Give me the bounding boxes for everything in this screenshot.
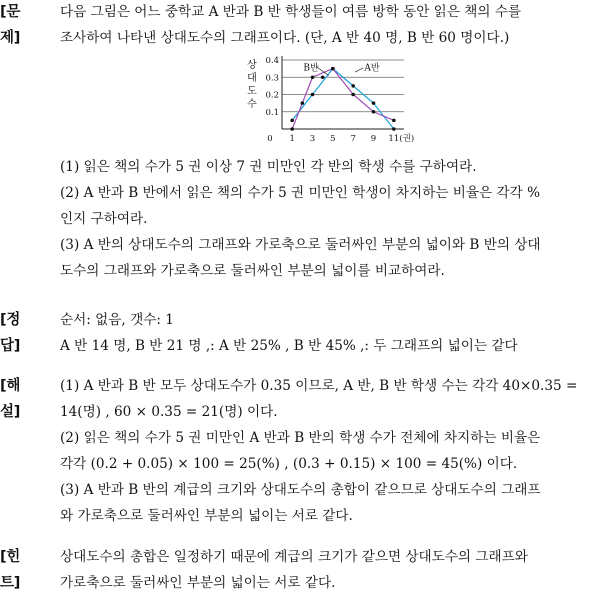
problem-intro-line: 다음 그림은 어느 중학교 A 반과 B 반 학생들이 여름 방학 동안 읽은 책의 수를 [60,4,522,20]
y-tick-label: 0.1 [265,107,279,118]
answer-line: 순서: 없음, 갯수: 1 [60,312,174,328]
question-1: (1) 읽은 책의 수가 5 권 이상 7 권 미만인 각 반의 학생 수를 구하여라. [60,159,477,175]
hint-tag: [힌트] [0,549,21,591]
y-axis-label-char: 대 [247,73,257,84]
series-line-a [292,69,394,129]
x-tick-label: 5 [330,134,336,144]
data-point [392,119,396,123]
explanation-line: (1) A 반과 B 반 모두 상대도수가 0.35 이므로, A 반, B 반 학생 수는 각각 40×0.35 = [60,378,578,394]
data-point [392,127,396,131]
data-point [331,67,335,71]
data-point [301,101,305,105]
series-label-b: B반 [303,63,319,74]
x-unit-label: (권) [399,134,415,144]
explanation-line: 14(명) , 60 × 0.35 = 21(명) 이다. [60,404,278,420]
y-axis-label-char: 상 [247,60,257,71]
question-2: (2) A 반과 B 반에서 읽은 책의 수가 5 권 미만인 학생이 차지하는 비율은 각각 % [60,185,540,201]
problem-body [60,0,594,51]
explanation-line: (2) 읽은 책의 수가 5 권 미만인 A 반과 B 반의 학생 수가 전체에 차지하는 비율은 [60,430,541,446]
data-point [321,75,325,79]
data-point [351,84,355,88]
data-point [290,127,294,131]
problem-tag: [문제] [0,4,21,46]
y-tick-label: 0.2 [265,90,279,101]
explanation-line: 각각 (0.2 + 0.05) × 100 = 25(%) , (0.3 + 0.15) × 100 = 45(%) 이다. [60,456,518,472]
x-tick-label: 7 [350,134,356,144]
explanation-tag: [해설] [0,378,21,420]
data-point [290,119,294,123]
y-axis-label-char: 도 [247,86,257,97]
x-tick-label: 3 [309,134,316,144]
problem-intro-line: 조사하여 나타낸 상대도수의 그래프이다. (단, A 반 40 명, B 반 60 명이다.) [60,30,510,46]
y-tick-label: 0.4 [265,56,279,66]
relative-frequency-chart [244,50,415,152]
y-axis-label-char: 수 [247,99,257,110]
explanation-line: 와 가로축으로 둘러싸인 부분의 넓이는 서로 같다. [60,508,353,524]
hint-line: 가로축으로 둘러싸인 부분의 넓이는 서로 같다. [60,575,336,591]
leader-line [355,68,363,72]
question-3-cont: 도수의 그래프와 가로축으로 둘러싸인 부분의 넓이를 비교하여라. [60,263,445,279]
data-point [351,93,355,97]
series-label-a: A반 [364,63,380,74]
data-point [311,93,315,97]
x-tick-label: 0 [267,134,273,144]
data-point [372,110,376,114]
answer-line: A 반 14 명, B 반 21 명 ,: A 반 25% , B 반 45% ,: 두 그래프의 넓이는 같다 [60,338,518,354]
explanation-line: (3) A 반과 B 반의 계급의 크기와 상대도수의 총합이 같으므로 상대도수의 그래프 [60,482,541,498]
y-tick-label: 0.3 [265,73,279,84]
x-tick-label: 1 [289,134,295,144]
question-2-cont: 인지 구하여라. [60,211,148,227]
question-3: (3) A 반의 상대도수의 그래프와 가로축으로 둘러싸인 부분의 넓이와 B 반의 상대 [60,237,541,253]
data-point [372,101,376,105]
data-point [311,75,315,79]
x-tick-label: 9 [370,134,377,144]
hint-line: 상대도수의 총합은 일정하기 때문에 계급의 크기가 같으면 상대도수의 그래프와 [60,549,528,565]
answer-tag: [정답] [0,312,21,354]
x-tick-label: 11 [388,134,400,144]
